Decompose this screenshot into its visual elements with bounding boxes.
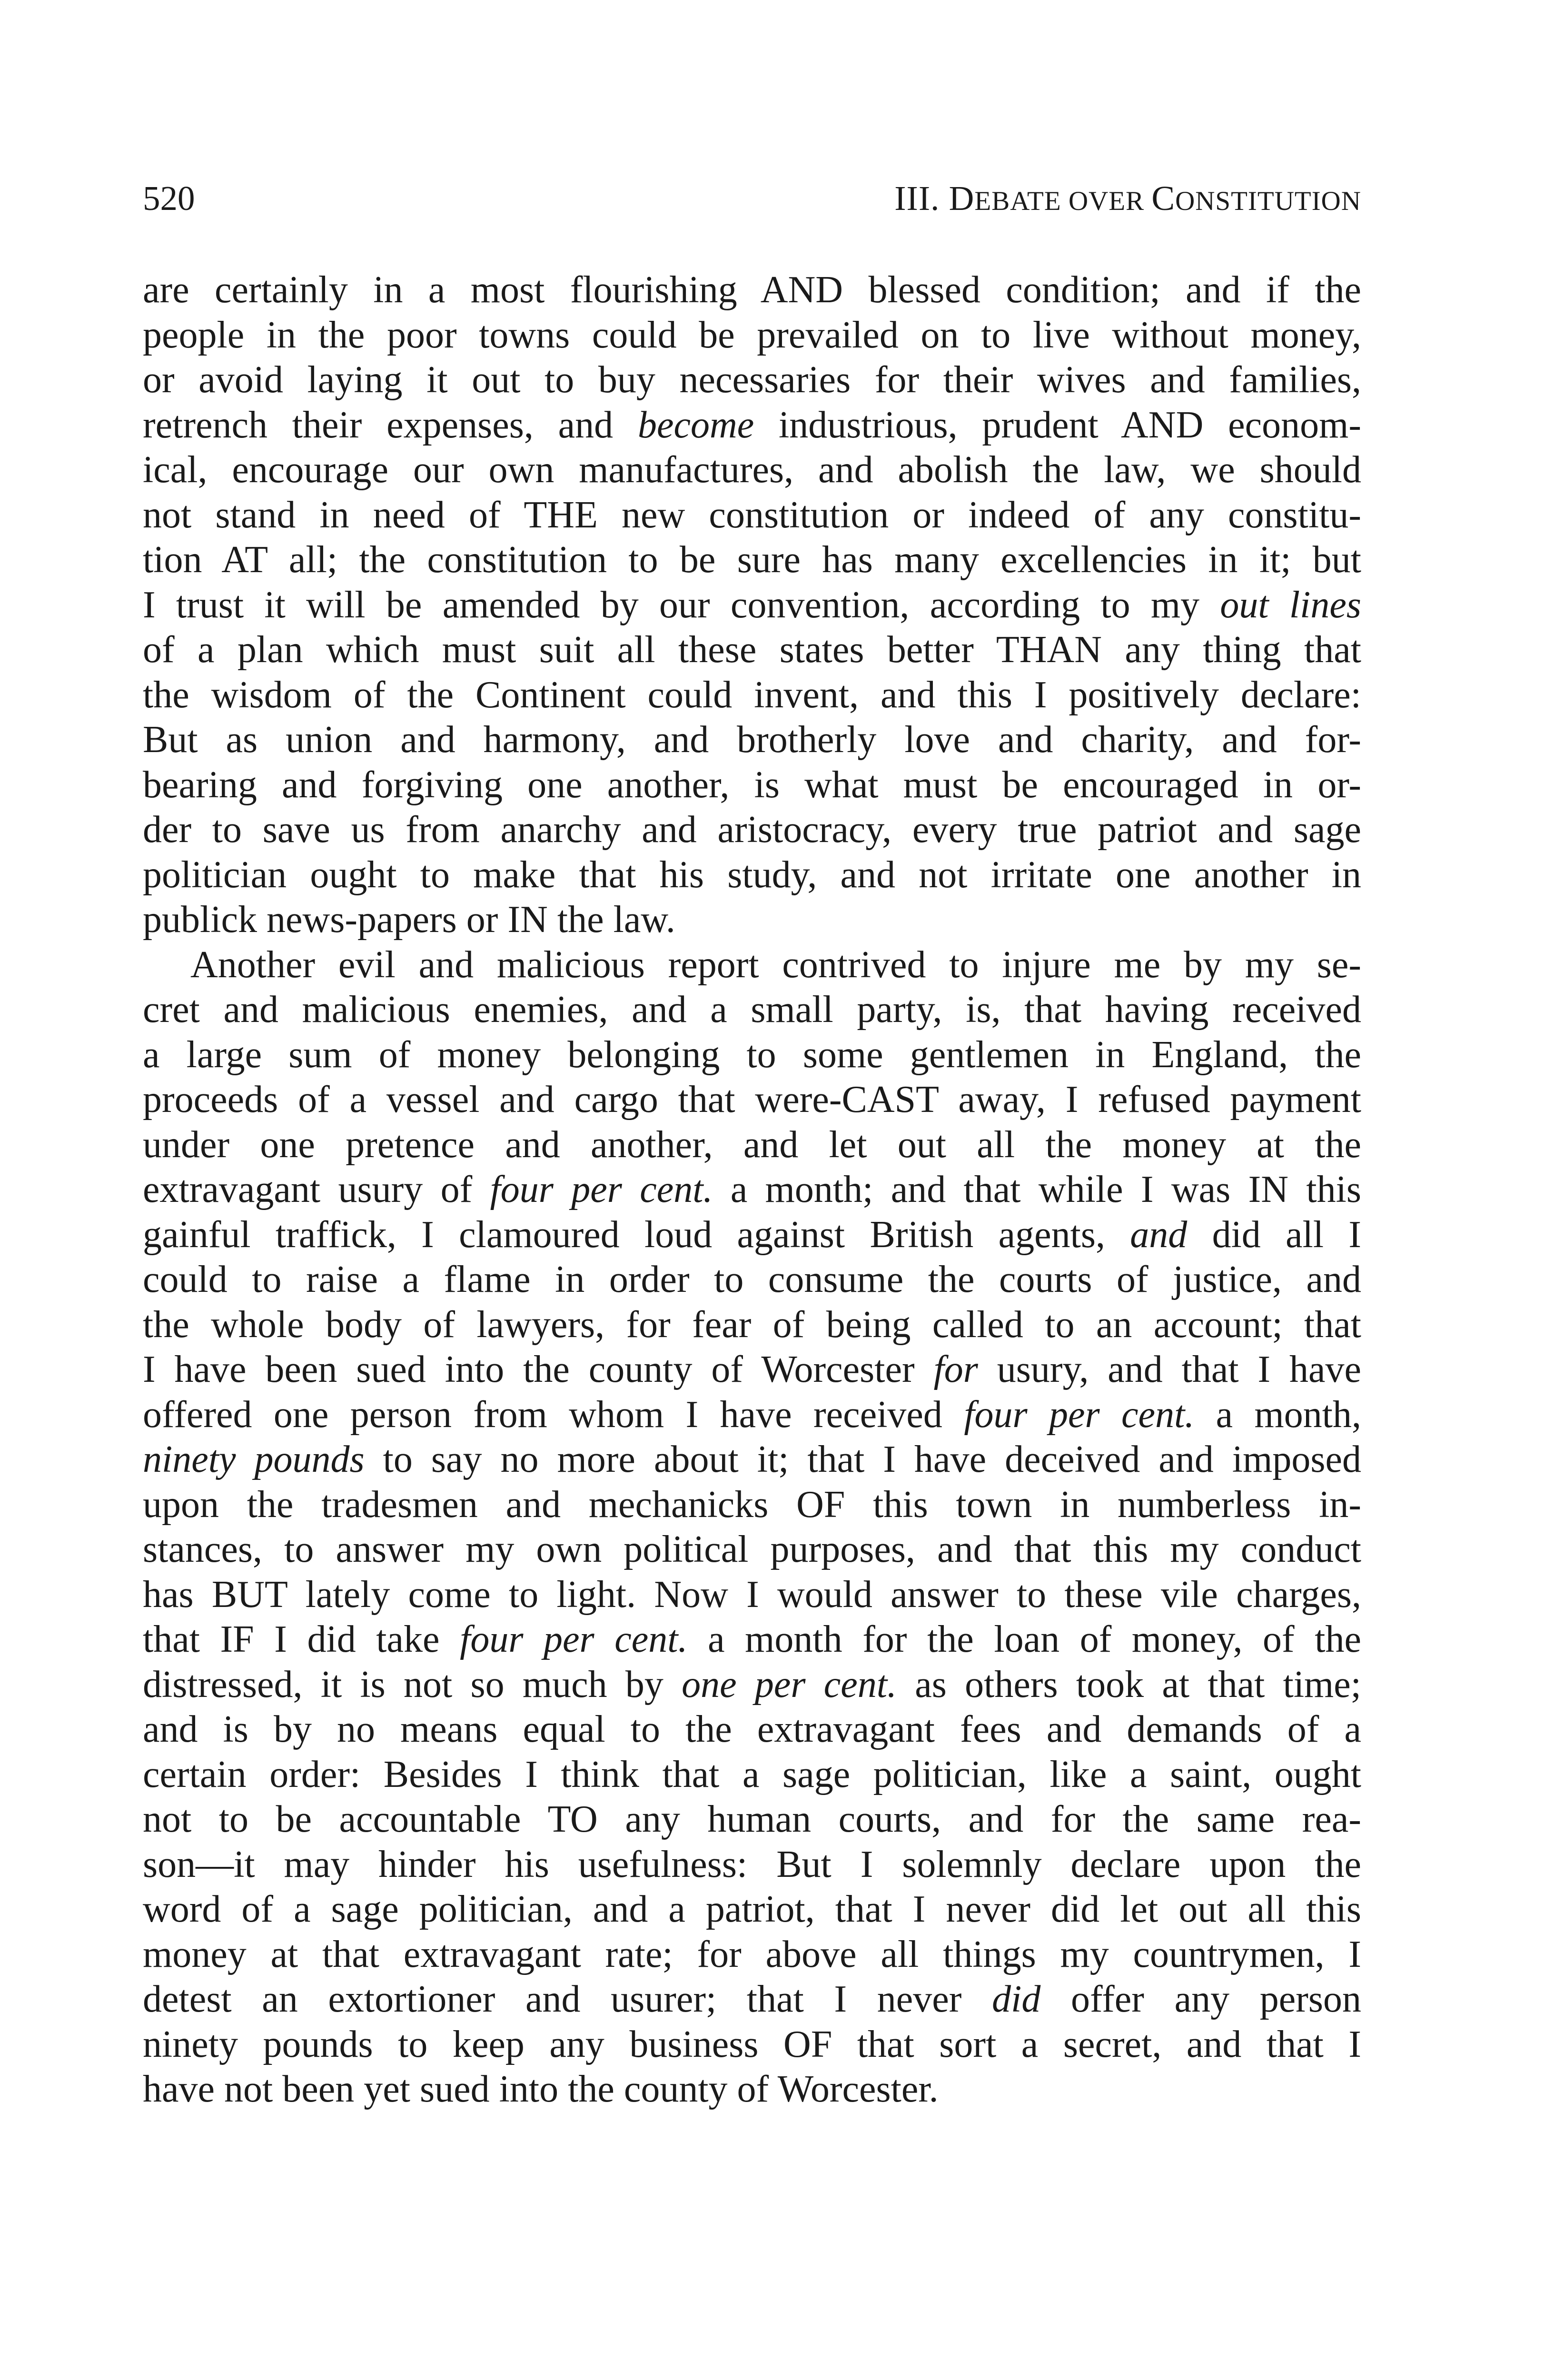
text-line bbox=[143, 2067, 1361, 2112]
text-run: people in the poor towns could be prevailed on to live without money, bbox=[143, 314, 1361, 356]
text-line bbox=[143, 1437, 1361, 1482]
text-run: the whole body of lawyers, for fear of being called to an account; that bbox=[143, 1303, 1361, 1346]
text-run: proceeds of a vessel and cargo that were-CAST away, I refused payment bbox=[143, 1079, 1361, 1121]
italic-text: ninety pounds bbox=[143, 1438, 365, 1480]
text-line bbox=[143, 897, 1361, 942]
text-run: cret and malicious enemies, and a small party, is, that having received bbox=[143, 989, 1361, 1031]
text-run: Another evil and malicious report contrived to injure me by my se- bbox=[190, 943, 1361, 986]
text-line bbox=[143, 1977, 1361, 2022]
text-line bbox=[143, 1122, 1361, 1168]
text-run: bearing and forgiving one another, is what must be encouraged in or- bbox=[143, 764, 1361, 806]
text-line bbox=[143, 1887, 1361, 1932]
text-line bbox=[143, 447, 1361, 493]
text-run: under one pretence and another, and let out all the money at the bbox=[143, 1123, 1361, 1166]
text-line bbox=[143, 853, 1361, 898]
paragraph bbox=[143, 942, 1361, 2112]
text-line bbox=[143, 1842, 1361, 1887]
text-line bbox=[143, 1662, 1361, 1707]
text-run: that IF I did take bbox=[143, 1618, 460, 1660]
text-line bbox=[143, 1392, 1361, 1438]
text-line bbox=[143, 313, 1361, 358]
text-run: has BUT lately come to light. Now I would answer to these vile charges, bbox=[143, 1573, 1361, 1616]
text-line bbox=[143, 1617, 1361, 1662]
text-run: are certainly in a most flourishing AND blessed condition; and if the bbox=[143, 269, 1361, 311]
text-line bbox=[143, 537, 1361, 583]
text-run: a large sum of money belonging to some gentlemen in England, the bbox=[143, 1033, 1361, 1076]
text-run: stances, to answer my own political purposes, and that this my conduct bbox=[143, 1528, 1361, 1570]
text-line bbox=[143, 493, 1361, 538]
text-run: certain order: Besides I think that a sage politician, like a saint, ought bbox=[143, 1753, 1361, 1795]
text-run: ical, encourage our own manufactures, and abolish the law, we should bbox=[143, 449, 1361, 491]
text-run: usury, and that I have bbox=[978, 1349, 1361, 1390]
text-line bbox=[143, 942, 1361, 988]
text-line bbox=[143, 1932, 1361, 1977]
section-title-prefix: III. D bbox=[894, 179, 975, 218]
italic-text: one per cent. bbox=[682, 1663, 897, 1706]
text-run: have not been yet sued into the county of Worcester. bbox=[143, 2068, 939, 2110]
text-run: tion AT all; the constitution to be sure has many excellencies in it; but bbox=[143, 539, 1361, 581]
text-run: offered one person from whom I have received bbox=[143, 1393, 964, 1436]
text-run: of a plan which must suit all these states better THAN any thing that bbox=[143, 629, 1361, 671]
text-run: gainful traffick, I clamoured loud against British agents, bbox=[143, 1213, 1130, 1256]
text-line bbox=[143, 807, 1361, 853]
text-run: or avoid laying it out to buy necessaries for their wives and families, bbox=[143, 359, 1361, 401]
text-run: extravagant usury of bbox=[143, 1169, 490, 1210]
text-run: a month; and that while I was IN this bbox=[713, 1169, 1361, 1210]
text-line bbox=[143, 1032, 1361, 1078]
text-line bbox=[143, 673, 1361, 718]
text-run: word of a sage politician, and a patriot, that I never did let out all this bbox=[143, 1888, 1361, 1930]
text-line bbox=[143, 1797, 1361, 1842]
text-run: I have been sued into the county of Worcester bbox=[143, 1349, 934, 1390]
text-run: did all I bbox=[1187, 1213, 1362, 1256]
text-run: industrious, prudent AND econom- bbox=[754, 404, 1361, 446]
text-run: But as union and harmony, and brotherly love and charity, and for- bbox=[143, 719, 1361, 761]
text-run: to say no more about it; that I have deceived and imposed bbox=[364, 1438, 1361, 1480]
text-line bbox=[143, 987, 1361, 1032]
text-run: politician ought to make that his study, and not irritate one another in bbox=[143, 853, 1361, 896]
italic-text: did bbox=[992, 1978, 1041, 2020]
text-line bbox=[143, 627, 1361, 673]
text-run: son—it may hinder his usefulness: But I solemnly declare upon the bbox=[143, 1843, 1361, 1885]
text-run: upon the tradesmen and mechanicks OF this town in numberless in- bbox=[143, 1483, 1361, 1526]
text-run: not stand in need of THE new constitution or indeed of any constitu- bbox=[143, 494, 1361, 536]
page-number: 520 bbox=[143, 179, 195, 218]
text-line bbox=[143, 1257, 1361, 1302]
text-run: the wisdom of the Continent could invent, and this I positively declare: bbox=[143, 674, 1361, 716]
text-line bbox=[143, 1347, 1361, 1392]
section-title bbox=[894, 172, 1361, 228]
text-line bbox=[143, 1167, 1361, 1212]
text-line bbox=[143, 1482, 1361, 1527]
text-run: der to save us from anarchy and aristocracy, every true patriot and sage bbox=[143, 809, 1361, 851]
running-head bbox=[143, 172, 1361, 225]
text-run: retrench their expenses, and bbox=[143, 404, 638, 446]
text-line bbox=[143, 268, 1361, 313]
text-run: distressed, it is not so much by bbox=[143, 1663, 682, 1706]
text-run: money at that extravagant rate; for above all things my countrymen, I bbox=[143, 1933, 1361, 1975]
italic-text: four per cent. bbox=[964, 1393, 1195, 1436]
text-run: not to be accountable TO any human courts, and for the same rea- bbox=[143, 1798, 1361, 1840]
italic-text: four per cent. bbox=[460, 1618, 688, 1660]
text-run: a month for the loan of money, of the bbox=[687, 1618, 1362, 1660]
text-line bbox=[143, 1572, 1361, 1617]
text-run: publick news-papers or IN the law. bbox=[143, 899, 675, 941]
text-line bbox=[143, 717, 1361, 763]
text-line bbox=[143, 1527, 1361, 1572]
text-line bbox=[143, 1752, 1361, 1797]
text-line bbox=[143, 1302, 1361, 1348]
text-line bbox=[143, 2022, 1361, 2067]
text-line bbox=[143, 357, 1361, 403]
text-run: and is by no means equal to the extravagant fees and demands of a bbox=[143, 1708, 1361, 1750]
text-run: a month, bbox=[1194, 1393, 1361, 1436]
italic-text: out lines bbox=[1220, 584, 1361, 626]
text-run: detest an extortioner and usurer; that I never bbox=[143, 1978, 992, 2020]
section-title-initial-2: C bbox=[1151, 179, 1176, 218]
text-run: could to raise a flame in order to consume the courts of justice, and bbox=[143, 1259, 1361, 1300]
italic-text: and bbox=[1130, 1213, 1188, 1256]
paragraph bbox=[143, 268, 1361, 942]
text-run: as others took at that time; bbox=[897, 1663, 1362, 1706]
text-run: ninety pounds to keep any business OF that sort a secret, and that I bbox=[143, 2023, 1361, 2065]
text-run: offer any person bbox=[1040, 1978, 1362, 2020]
italic-text: for bbox=[933, 1349, 978, 1390]
section-title-smallcaps-1: EBATE OVER bbox=[974, 186, 1152, 216]
text-line bbox=[143, 1212, 1361, 1258]
italic-text: become bbox=[637, 404, 754, 446]
body-text bbox=[143, 268, 1361, 2112]
text-line bbox=[143, 1077, 1361, 1122]
italic-text: four per cent. bbox=[490, 1169, 713, 1210]
text-run: I trust it will be amended by our convention, according to my bbox=[143, 584, 1220, 626]
section-title-smallcaps-2: ONSTITUTION bbox=[1175, 186, 1361, 216]
text-line bbox=[143, 763, 1361, 808]
text-line bbox=[143, 1707, 1361, 1752]
text-line bbox=[143, 403, 1361, 448]
text-line bbox=[143, 583, 1361, 628]
